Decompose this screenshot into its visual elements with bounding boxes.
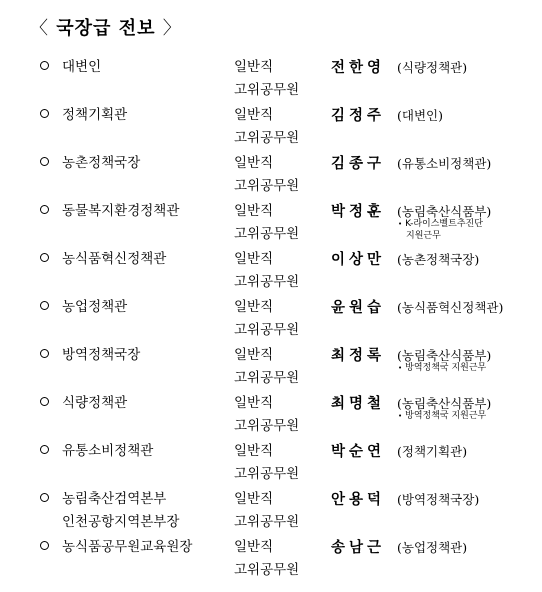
person-name: 안용덕 (331, 491, 386, 508)
job-grade-line: 일반직 (234, 395, 274, 411)
job-grade-line: 일반직 (234, 107, 274, 123)
circle-bullet-icon (40, 61, 49, 70)
position-title-line: 농림축산검역본부 (62, 491, 167, 507)
job-grade (234, 392, 299, 438)
job-grade-line: 일반직 (234, 251, 274, 267)
person-name: 최명철 (331, 395, 386, 412)
job-grade (234, 152, 299, 198)
job-grade-line: 고위공무원 (234, 274, 300, 290)
circle-bullet-icon (40, 301, 49, 310)
position-title-line: 동물복지환경정책관 (62, 203, 180, 219)
job-grade-line: 고위공무원 (234, 130, 300, 146)
circle-bullet-icon (40, 205, 49, 214)
job-grade (234, 440, 299, 486)
assignment-note-line (398, 230, 483, 242)
job-grade (234, 104, 299, 150)
list-item (0, 296, 542, 344)
section-heading (30, 14, 182, 40)
list-item (0, 344, 542, 392)
previous-position: (농촌정책국장) (397, 252, 480, 267)
list-item (0, 488, 542, 536)
previous-position: (식량정책관) (397, 60, 468, 75)
position-title-line: 유통소비정책관 (62, 443, 154, 459)
position-title-line: 농촌정책국장 (62, 155, 141, 171)
person-name: 송남근 (331, 539, 386, 556)
list-item (0, 104, 542, 152)
job-grade-line: 고위공무원 (234, 226, 300, 242)
circle-bullet-icon (40, 397, 49, 406)
circle-bullet-icon (40, 445, 49, 454)
list-item (0, 392, 542, 440)
job-grade (234, 344, 299, 390)
job-grade-line: 일반직 (234, 59, 274, 75)
assignment-note-text: 방역정책국 지원근무 (405, 411, 487, 421)
job-grade (234, 56, 299, 102)
position-title (62, 392, 127, 415)
job-grade-line: 일반직 (234, 443, 274, 459)
list-item (0, 152, 542, 200)
position-title (62, 440, 153, 463)
previous-position: (농림축산식품부) (397, 204, 492, 219)
circle-bullet-icon (40, 493, 49, 502)
previous-position: (농업정책관) (397, 540, 468, 555)
previous-position: (농림축산식품부) (397, 348, 492, 363)
job-grade (234, 200, 299, 246)
previous-position: (정책기획관) (397, 444, 468, 459)
position-title (62, 56, 101, 79)
person-name: 전한영 (331, 59, 386, 76)
list-item (0, 248, 542, 296)
job-grade-line: 고위공무원 (234, 178, 300, 194)
assignment-note (398, 218, 483, 242)
job-grade-line: 고위공무원 (234, 466, 300, 482)
position-title-line: 정책기획관 (62, 107, 128, 123)
job-grade-line: 고위공무원 (234, 418, 300, 434)
previous-position: (유통소비정책관) (397, 156, 492, 171)
assignment-note-line (398, 218, 483, 230)
circle-bullet-icon (40, 349, 49, 358)
job-grade-line: 일반직 (234, 347, 274, 363)
job-grade-line: 일반직 (234, 203, 274, 219)
person-name: 김종구 (331, 155, 386, 172)
person-name: 박순연 (331, 443, 386, 460)
list-item (0, 440, 542, 488)
heading-title: 국장급 전보 (56, 18, 156, 39)
job-grade-line: 고위공무원 (234, 562, 300, 578)
job-grade-line: 일반직 (234, 155, 274, 171)
previous-position: (방역정책국장) (397, 492, 480, 507)
assignment-note (398, 362, 486, 374)
position-title (62, 488, 179, 534)
job-grade (234, 536, 299, 582)
job-grade-line: 고위공무원 (234, 370, 300, 386)
right-angle-bracket: 〉 (162, 18, 182, 39)
person-name: 박정훈 (331, 203, 386, 220)
circle-bullet-icon (40, 157, 49, 166)
circle-bullet-icon (40, 541, 49, 550)
job-grade-line: 고위공무원 (234, 82, 300, 98)
job-grade-line: 일반직 (234, 539, 274, 555)
position-title-line: 인천공항지역본부장 (62, 514, 180, 530)
job-grade (234, 296, 299, 342)
assignment-note-line (398, 410, 486, 422)
job-grade-line: 일반직 (234, 491, 274, 507)
job-grade (234, 248, 299, 294)
position-title (62, 536, 192, 559)
assignment-note-text: 지원근무 (406, 231, 441, 241)
position-title-line: 대변인 (62, 59, 102, 75)
position-title-line: 농식품공무원교육원장 (62, 539, 193, 555)
job-grade-line: 고위공무원 (234, 322, 300, 338)
assignment-note (398, 410, 486, 422)
assignment-note-text: K-라이스벨트추진단 (405, 219, 483, 229)
small-bullet-icon: • (398, 220, 403, 228)
job-grade-line: 일반직 (234, 299, 274, 315)
assignment-note-text: 방역정책국 지원근무 (405, 363, 487, 373)
position-title-line: 식량정책관 (62, 395, 128, 411)
job-grade-line: 고위공무원 (234, 514, 300, 530)
small-bullet-icon: • (398, 364, 403, 372)
previous-position: (대변인) (397, 108, 443, 123)
person-name: 윤원습 (331, 299, 386, 316)
position-title (62, 200, 179, 223)
position-title (62, 104, 127, 127)
person-name: 이상만 (331, 251, 386, 268)
person-name: 최정록 (331, 347, 386, 364)
previous-position: (농림축산식품부) (397, 396, 492, 411)
list-item (0, 536, 542, 584)
position-title-line: 농업정책관 (62, 299, 128, 315)
left-angle-bracket: 〈 (30, 18, 49, 39)
position-title (62, 296, 127, 319)
circle-bullet-icon (40, 109, 49, 118)
person-name: 김정주 (331, 107, 386, 124)
position-title-line: 농식품혁신정책관 (62, 251, 167, 267)
job-grade (234, 488, 299, 534)
position-title (62, 248, 166, 271)
list-item (0, 200, 542, 248)
small-bullet-icon: • (398, 412, 403, 420)
previous-position: (농식품혁신정책관) (397, 300, 504, 315)
assignment-note-line (398, 362, 486, 374)
list-item (0, 56, 542, 104)
position-title-line: 방역정책국장 (62, 347, 141, 363)
circle-bullet-icon (40, 253, 49, 262)
position-title (62, 344, 140, 367)
position-title (62, 152, 140, 175)
